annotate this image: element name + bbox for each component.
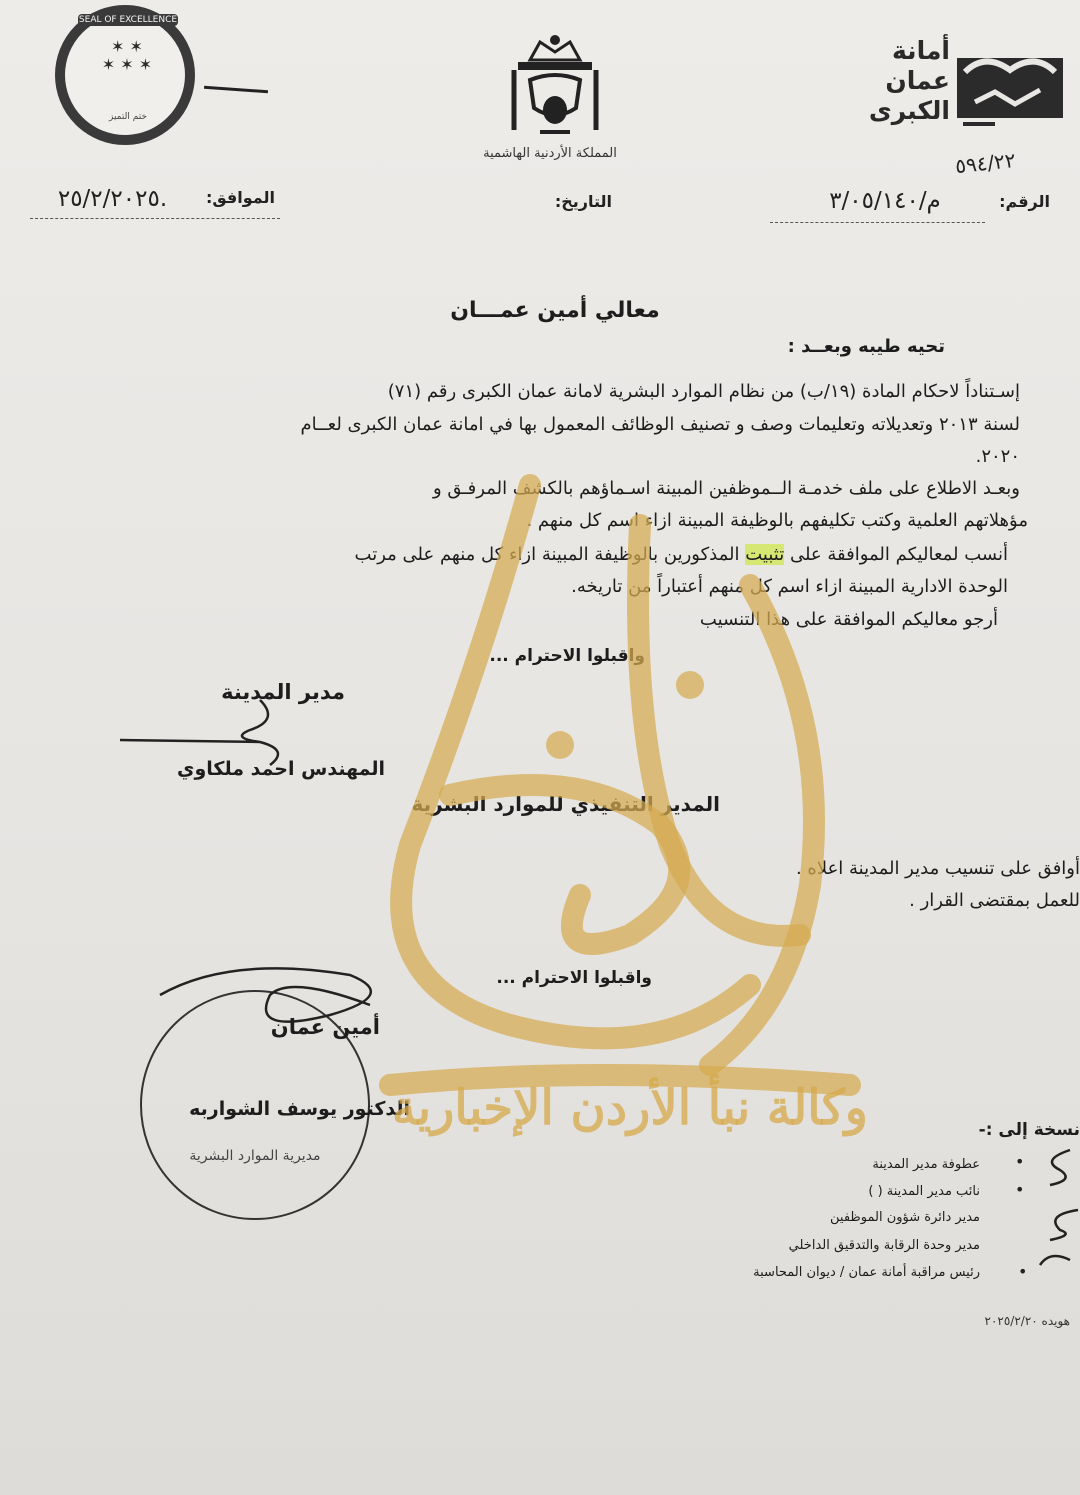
watermark-text: وكالة نبأ الأردن الإخبارية (392, 1080, 868, 1136)
copy-item: رئيس مراقبة أمانة عمان / ديوان المحاسبة (753, 1265, 980, 1280)
body-line: الوحدة الادارية المبينة ازاء اسم كل منهم أعتباراً من تاريخه. (571, 576, 1008, 597)
org-name-line2: عمان (885, 66, 950, 95)
addressee: معالي أمين عمـــان (450, 298, 660, 323)
body-line-highlighted: أنسب لمعاليكم الموافقة على تثبيت المذكورين بالوظيفة المبينة ازاء كل منهم على مرتب (354, 544, 1008, 565)
signer1-title: مدير المدينة (221, 680, 345, 704)
copy-item: مدير دائرة شؤون الموظفين (830, 1210, 980, 1225)
hijri-underline (30, 218, 280, 219)
hijri-label: الموافق: (205, 188, 275, 207)
copy-item: عطوفة مدير المدينة (872, 1157, 980, 1172)
kingdom-caption: المملكة الأردنية الهاشمية (483, 146, 617, 161)
approval-line2: للعمل بمقتضى القرار . (909, 890, 1080, 911)
copy-item: مدير وحدة الرقابة والتدقيق الداخلي (788, 1238, 980, 1253)
handwritten-reference: ٥٩٤/٢٢ (954, 148, 1017, 179)
footer-code: هويده ٢٠٢٥/٢/٢٠ (984, 1314, 1070, 1328)
body-line: إسـتناداً لاحكام المادة (١٩/ب) من نظام الموارد البشرية لامانة عمان الكبرى رقم (٧١) (387, 381, 1020, 402)
seal-caption: ختم التميز (109, 112, 147, 122)
body-line: أرجو معاليكم الموافقة على هذا التنسيب (699, 609, 998, 630)
bullet-icon: • (1015, 1152, 1025, 1171)
hijri-value: ٢٥/٢/٢٠٢٥. (57, 186, 168, 212)
bullet-icon: • (1018, 1262, 1028, 1281)
amman-logo-icon (955, 42, 1065, 132)
date-label: التاريخ: (554, 192, 612, 211)
closing: واقبلوا الاحترام ... (489, 646, 645, 666)
closing-2: واقبلوا الاحترام ... (496, 968, 652, 988)
stamp-caption: مديرية الموارد البشرية (189, 1148, 321, 1164)
highlighted-word: تثبيت (745, 544, 785, 565)
crown-crest-icon (500, 30, 610, 142)
ref-label: الرقم: (999, 192, 1050, 211)
signer2-title: أمين عمان (270, 1015, 380, 1039)
seal-ring-text: SEAL OF EXCELLENCE (78, 15, 178, 25)
org-name-line1: أمانة (892, 36, 950, 65)
seal-of-excellence-logo (55, 5, 195, 145)
body-line: ٢٠٢٠. (975, 446, 1020, 467)
ref-underline (770, 222, 985, 223)
approval-line1: أوافق على تنسيب مدير المدينة اعلاه . (795, 858, 1080, 879)
copies-title: نسخة إلى :- (978, 1120, 1080, 1140)
signer2-name: الدكتور يوسف الشواربه (189, 1098, 410, 1120)
org-name (840, 36, 950, 126)
body-line: وبعـد الاطلاع على ملف خدمـة الــموظفين المبينة اسـماؤهم بالكشف المرفـق و (432, 478, 1020, 499)
ref-value: م/٣/٠٥/١٤٠ (829, 188, 941, 214)
to-line: المدير التنفيذي للموارد البشرية (411, 792, 720, 816)
org-name-line3: الكبرى (868, 96, 950, 125)
pen-stroke (204, 86, 268, 93)
body-line: لسنة ٢٠١٣ وتعديلاته وتعليمات وصف و تصنيف الوظائف المعمول بها في امانة عمان الكبرى لعــام (300, 414, 1020, 435)
copy-item: نائب مدير المدينة ( ) (868, 1184, 980, 1199)
seal-stars-icon: ✶ ✶ ✶ ✶ ✶ (101, 37, 153, 74)
bullet-icon: • (1015, 1180, 1025, 1199)
body-line: مؤهلاتهم العلمية وكتب تكليفهم بالوظيفة المبينة ازاء اسم كل منهم . (526, 510, 1028, 531)
handwritten-mark-icon (1030, 1140, 1080, 1270)
greeting: تحيه طيبه وبعــد : (787, 336, 945, 357)
signer1-name: المهندس احمد ملكاوي (177, 758, 385, 780)
